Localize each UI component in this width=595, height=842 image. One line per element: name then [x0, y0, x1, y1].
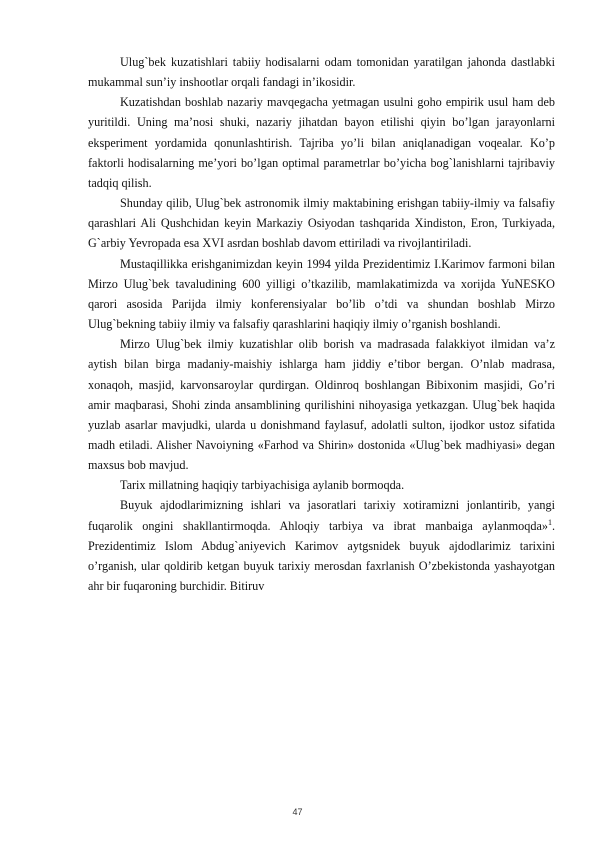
footnote-reference[interactable]: 1 [547, 517, 552, 527]
paragraph-empirical-method: Kuzatishdan boshlab nazariy mavqegacha yetmagan usulni goho empirik usul ham deb yuritildi. Uning ma’nosi shuki, nazariy jihatdan bayon etilishi qiyin bo’lgan jarayonlarni eksperiment yordamida qonunlashtirish. Tajriba yo’li bilan aniqlanadigan voqealar. Ko’p faktorli hodisalarning me’yori bo’lgan optimal parametrlar bo’yicha bog`lanishlarni tajribaviy tadqiq qilish. [88, 95, 555, 190]
paragraph-text-part-1: Buyuk ajdodlarimizning ishlari va jasoratlari tarixiy xotiramizni jonlantirib, yangi fuqarolik ongini shakllantirmoqda. Ahloqiy tarbiya va ibrat manbaiga aylanmoqda» [88, 498, 555, 533]
paragraph-text-part-2: . Prezidentimiz Islom Abdug`aniyevich Karimov aytgsnidek buyuk ajdodlarimiz tarixini o’rganish, ular qoldirib ketgan buyuk tarixiy merosdan faxrlanish O’zbekistonda yashayotgan ahr bir fuqaroning burchidir. Bitiruv [88, 518, 555, 594]
paragraph-ulugbek-observations: Ulug`bek kuzatishlari tabiiy hodisalarni odam tomonidan yaratilgan jahonda dastlabki mukammal sun’iy inshootlar orqali fandagi in’ikosidir. [88, 55, 555, 90]
paragraph-cultural-works: Mirzo Ulug`bek ilmiy kuzatishlar olib borish va madrasada falakkiyot ilmidan va’z aytish bilan birga madaniy-maishiy ishlarga ham jiddiy e’tibor bergan. O’nlab madrasa, xonaqoh, masjid, karvonsaroylar qurdirgan. Oldinroq boshlangan Bibixonim masjidi, Go’ri amir maqbarasi, Shohi zinda ansamblining qurilishini nihoyasiga yetkazgan. Ulug`bek haqida yuzlab asarlar mavjudki, ularda u donishmand faylasuf, adolatli sulton, ijodkor ustoz sifatida madh etiladi. Alisher Navoiyning «Farhod va Shirin» dostonida «Ulug`bek madhiyasi» degan maxsus bob mavjud. [88, 337, 555, 473]
paragraph-independence-anniversary: Mustaqillikka erishganimizdan keyin 1994 yilda Prezidentimiz I.Karimov farmoni bilan Mirzo Ulug`bek tavaludining 600 yilligi o’tkazilib, mamlakatimizda va xorijda YuNESKO qarori asosida Parijda ilmiy konferensiyalar bo’lib o’tdi va shundan boshlab Mirzo Ulug`bekning tabiiy ilmiy va falsafiy qarashlarini haqiqiy ilmiy o’rganish boshlandi. [88, 256, 555, 332]
page-number: 47 [292, 807, 303, 817]
paragraph-great-ancestors [88, 495, 555, 596]
document-page [88, 52, 555, 596]
paragraph-astronomical-school: Shunday qilib, Ulug`bek astronomik ilmiy maktabining erishgan tabiiy-ilmiy va falsafiy qarashlari Ali Qushchidan keyin Markaziy Osiyodan tashqarida Xindiston, Eron, Turkiyada, G`arbiy Yevropada esa XVI asrdan boshlab davom ettiriladi va rivojlantiriladi. [88, 196, 555, 251]
paragraph-history-educator: Tarix millatning haqiqiy tarbiyachisiga aylanib bormoqda. [120, 478, 405, 493]
